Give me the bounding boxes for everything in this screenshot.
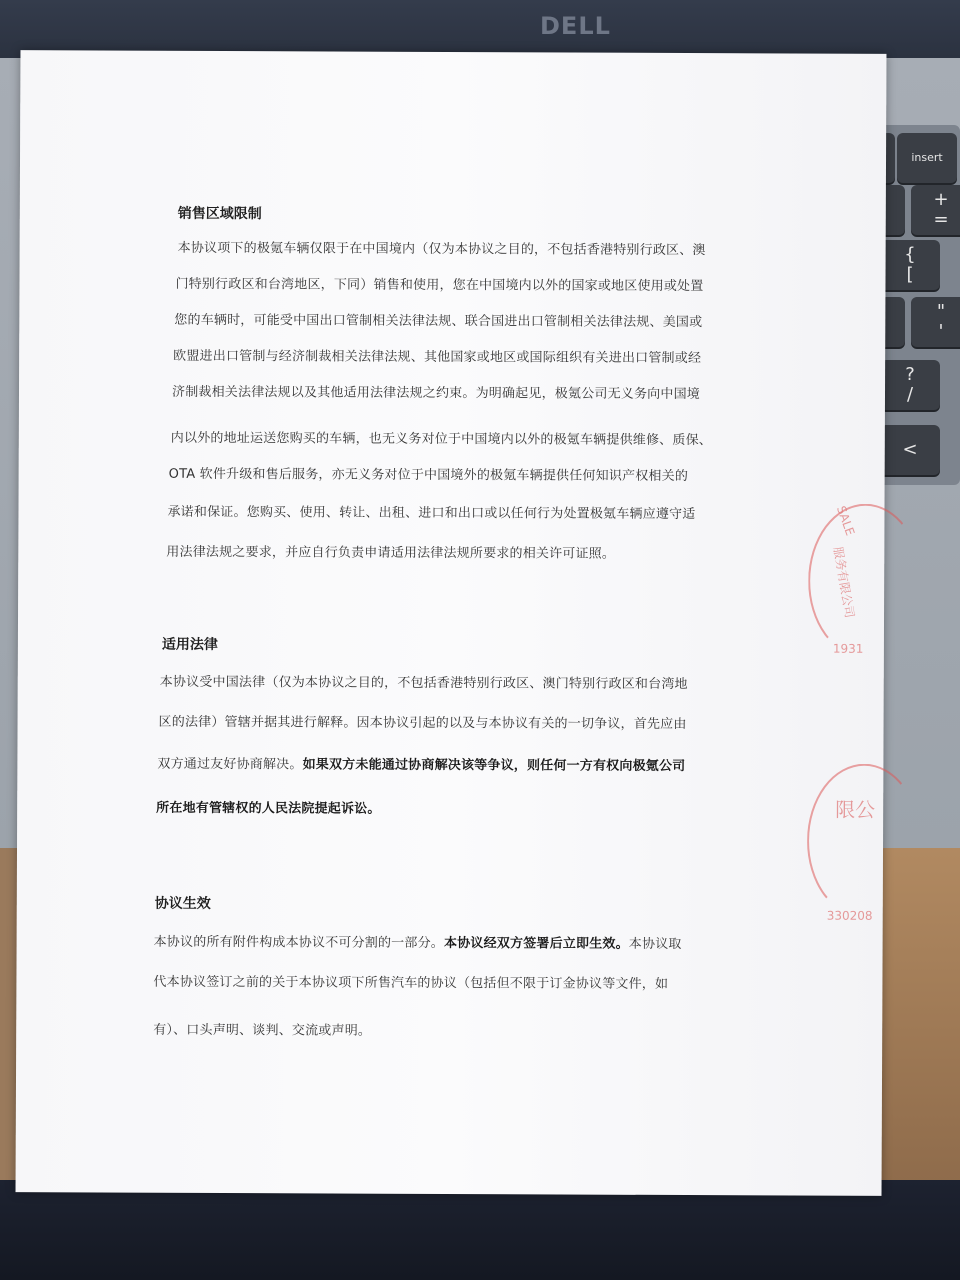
- text-line: 用法律法规之要求，并应自行负责申请适用法律法规所要求的相关许可证照。: [166, 544, 616, 562]
- text-line: 有）、口头声明、谈判、交流或声明。: [153, 1022, 372, 1039]
- text-line: 门特别行政区和台湾地区，下同）销售和使用，您在中国境内以外的国家或地区使用或处置: [175, 276, 704, 295]
- laptop-lid: [0, 0, 960, 58]
- text-segment: 本协议取: [628, 936, 682, 953]
- text-segment: 双方通过友好协商解决。: [157, 756, 303, 773]
- text-line: 您的车辆时，可能受中国出口管制相关法律法规、联合国进出口管制相关法律法规、美国或: [174, 312, 703, 331]
- text-line: OTA 软件升级和售后服务，亦无义务对位于中国境外的极氪车辆提供任何知识产权相关的: [168, 466, 689, 485]
- key-brace: { [: [880, 240, 940, 290]
- laptop-logo: DELL: [540, 12, 611, 40]
- document-content: [16, 50, 887, 1196]
- section-heading-sales-region: 销售区域限制: [177, 205, 262, 223]
- section-heading-governing-law: 适用法律: [161, 636, 218, 653]
- text-line: 承诺和保证。您购买、使用、转让、出租、进口和出口或以任何行为处置极氪车辆应遵守适: [167, 504, 696, 523]
- key-question: ? /: [880, 360, 940, 410]
- key-left-arrow: <: [880, 425, 940, 475]
- bold-text-segment: 如果双方未能通过协商解决该等争议，则任何一方有权向极氪公司: [302, 757, 686, 775]
- stamp-arc-bottom: [807, 764, 922, 918]
- text-line: [154, 931, 682, 952]
- key-insert: insert: [897, 133, 957, 183]
- key-quote: " ': [911, 297, 960, 347]
- section-heading-effectiveness: 协议生效: [154, 895, 211, 912]
- text-line: 代本协议签订之前的关于本协议项下所售汽车的协议（包括但不限于订金协议等文件，如: [153, 974, 669, 992]
- stamp-text: 330208: [826, 908, 873, 923]
- stamp-text: 限公: [835, 797, 876, 822]
- text-line: 内以外的地址运送您购买的车辆，也无义务对位于中国境内以外的极氪车辆提供维修、质保、: [170, 430, 713, 449]
- stamp-text: SALE: [833, 504, 858, 538]
- text-line: 区的法律）管辖并据其进行解释。因本协议引起的以及与本协议有关的一切争议，首先应由: [158, 714, 687, 733]
- bold-text-segment: 本协议经双方签署后立即生效。: [443, 935, 629, 952]
- text-segment: 本协议的所有附件构成本协议不可分割的一部分。: [153, 934, 445, 951]
- text-line: [157, 753, 685, 774]
- text-line-bold: 所在地有管辖权的人民法院提起诉讼。: [156, 800, 381, 817]
- text-line: 本协议项下的极氪车辆仅限于在中国境内（仅为本协议之目的，不包括香港特别行政区、澳: [177, 240, 706, 259]
- key-plus: + =: [911, 185, 960, 235]
- text-line: 济制裁相关法律法规以及其他适用法律法规之约束。为明确起见，极氪公司无义务向中国境: [171, 384, 701, 403]
- stamp-text: 服务有限公司: [830, 545, 857, 619]
- paper-document: [16, 50, 887, 1196]
- text-line: 欧盟进出口管制与经济制裁相关法律法规、其他国家或地区或国际组织有关进出口管制或经: [173, 348, 702, 367]
- text-line: 本协议受中国法律（仅为本协议之目的，不包括香港特别行政区、澳门特别行政区和台湾地: [159, 674, 688, 693]
- stamp-arc-top: [808, 504, 923, 658]
- stamp-text: 1931: [832, 641, 864, 656]
